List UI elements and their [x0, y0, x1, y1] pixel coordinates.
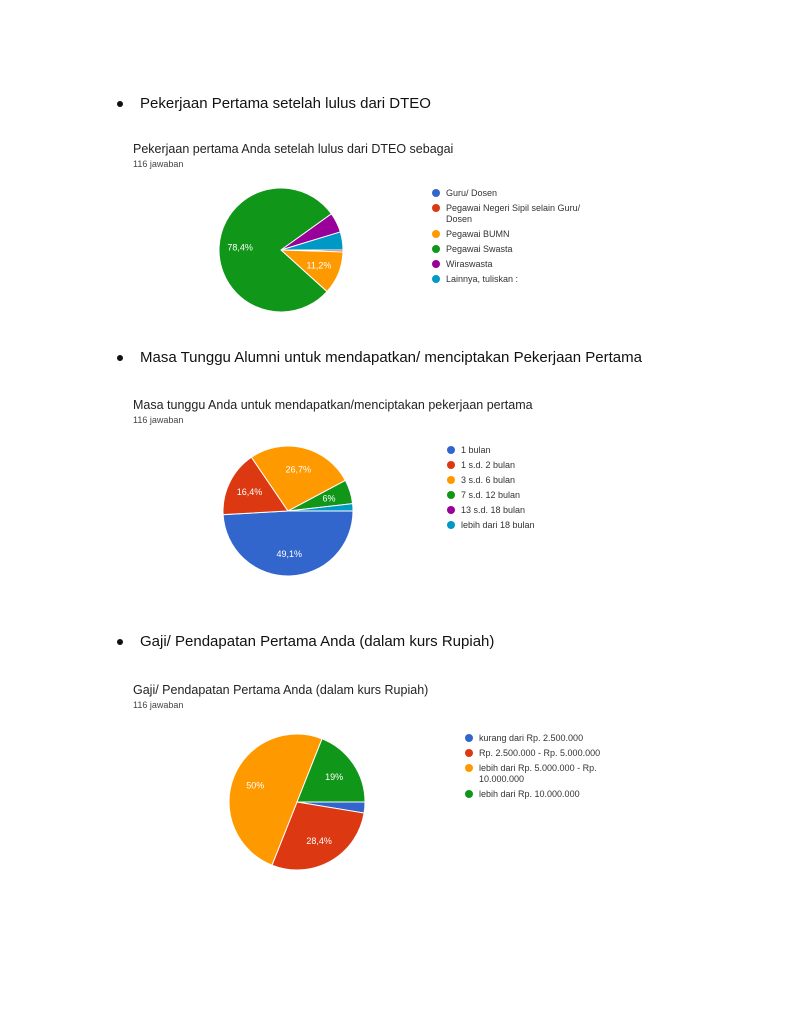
section-heading-1 — [117, 95, 431, 112]
legend-item — [432, 274, 592, 285]
legend-item — [447, 460, 577, 471]
legend-item — [432, 244, 592, 255]
legend-item — [465, 763, 635, 785]
legend-swatch-icon — [432, 245, 440, 253]
pie-slice-label: 19% — [325, 771, 344, 782]
section-heading-text: Masa Tunggu Alumni untuk mendapatkan/ menciptakan Pekerjaan Pertama — [140, 349, 642, 366]
legend-swatch-icon — [432, 260, 440, 268]
legend-label: 3 s.d. 6 bulan — [461, 475, 516, 485]
chart-title: Masa tunggu Anda untuk mendapatkan/menciptakan pekerjaan pertama — [133, 398, 533, 412]
legend-item — [432, 229, 592, 240]
legend-label: 1 s.d. 2 bulan — [461, 460, 516, 470]
pie-slice-label: 50% — [246, 780, 265, 791]
legend-item — [465, 733, 635, 744]
pie-slice-label: 28,4% — [306, 836, 332, 847]
bullet-icon — [117, 355, 123, 361]
legend-label: Wiraswasta — [446, 259, 493, 269]
legend-swatch-icon — [465, 790, 473, 798]
legend-label: Pegawai Swasta — [446, 244, 513, 254]
legend-swatch-icon — [447, 461, 455, 469]
chart-legend-2 — [447, 445, 577, 535]
legend-label: lebih dari 18 bulan — [461, 520, 535, 530]
pie-slice-label: 6% — [322, 493, 336, 504]
pie-chart-3 — [229, 734, 365, 870]
section-heading-text: Gaji/ Pendapatan Pertama Anda (dalam kurs Rupiah) — [140, 633, 495, 650]
legend-label: kurang dari Rp. 2.500.000 — [479, 733, 584, 743]
legend-label: Rp. 2.500.000 - Rp. 5.000.000 — [479, 748, 601, 758]
section-heading-3 — [117, 633, 494, 650]
legend-swatch-icon — [465, 764, 473, 772]
chart-title: Pekerjaan pertama Anda setelah lulus dari DTEO sebagai — [133, 142, 454, 156]
legend-swatch-icon — [465, 734, 473, 742]
legend-swatch-icon — [465, 749, 473, 757]
legend-swatch-icon — [447, 476, 455, 484]
legend-item — [447, 475, 577, 486]
legend-label: 1 bulan — [461, 445, 491, 455]
legend-item — [447, 505, 577, 516]
legend-swatch-icon — [447, 491, 455, 499]
section-heading-2 — [117, 349, 642, 366]
pie-slice-label: 49,1% — [276, 548, 302, 559]
legend-swatch-icon — [432, 204, 440, 212]
legend-label: 13 s.d. 18 bulan — [461, 505, 526, 515]
legend-label: lebih dari Rp. 10.000.000 — [479, 789, 580, 799]
legend-label: lebih dari Rp. 5.000.000 - Rp. 10.000.000 — [479, 763, 597, 784]
legend-item — [447, 445, 577, 456]
legend-swatch-icon — [432, 189, 440, 197]
legend-item — [465, 789, 635, 800]
legend-label: Lainnya, tuliskan : — [446, 274, 519, 284]
pie-slice-1-bulan — [223, 511, 353, 576]
pie-chart-1 — [219, 188, 343, 312]
chart-legend-1 — [432, 188, 592, 289]
section-heading-text: Pekerjaan Pertama setelah lulus dari DTEO — [140, 95, 431, 112]
legend-label: Pegawai BUMN — [446, 229, 510, 239]
bullet-icon — [117, 639, 123, 645]
legend-swatch-icon — [447, 506, 455, 514]
legend-item — [447, 520, 577, 531]
legend-item — [432, 203, 592, 225]
legend-item — [432, 188, 592, 199]
legend-label: Guru/ Dosen — [446, 188, 498, 198]
legend-item — [447, 490, 577, 501]
legend-label: Pegawai Negeri Sipil selain Guru/ Dosen — [446, 203, 581, 224]
legend-swatch-icon — [432, 275, 440, 283]
response-count: 116 jawaban — [133, 415, 184, 425]
pie-slice-label: 26,7% — [285, 464, 312, 475]
pie-slice-label: 16,4% — [236, 487, 263, 498]
pie-slice-label: 78,4% — [227, 242, 253, 253]
pie-slice-label: 11,2% — [306, 260, 332, 271]
response-count: 116 jawaban — [133, 700, 184, 710]
bullet-icon — [117, 101, 123, 107]
legend-item — [432, 259, 592, 270]
legend-swatch-icon — [447, 521, 455, 529]
legend-label: 7 s.d. 12 bulan — [461, 490, 521, 500]
response-count: 116 jawaban — [133, 159, 184, 169]
legend-swatch-icon — [432, 230, 440, 238]
legend-swatch-icon — [447, 446, 455, 454]
chart-title: Gaji/ Pendapatan Pertama Anda (dalam kurs Rupiah) — [133, 683, 429, 697]
legend-item — [465, 748, 635, 759]
chart-legend-3 — [465, 733, 635, 804]
pie-chart-2 — [223, 446, 353, 576]
